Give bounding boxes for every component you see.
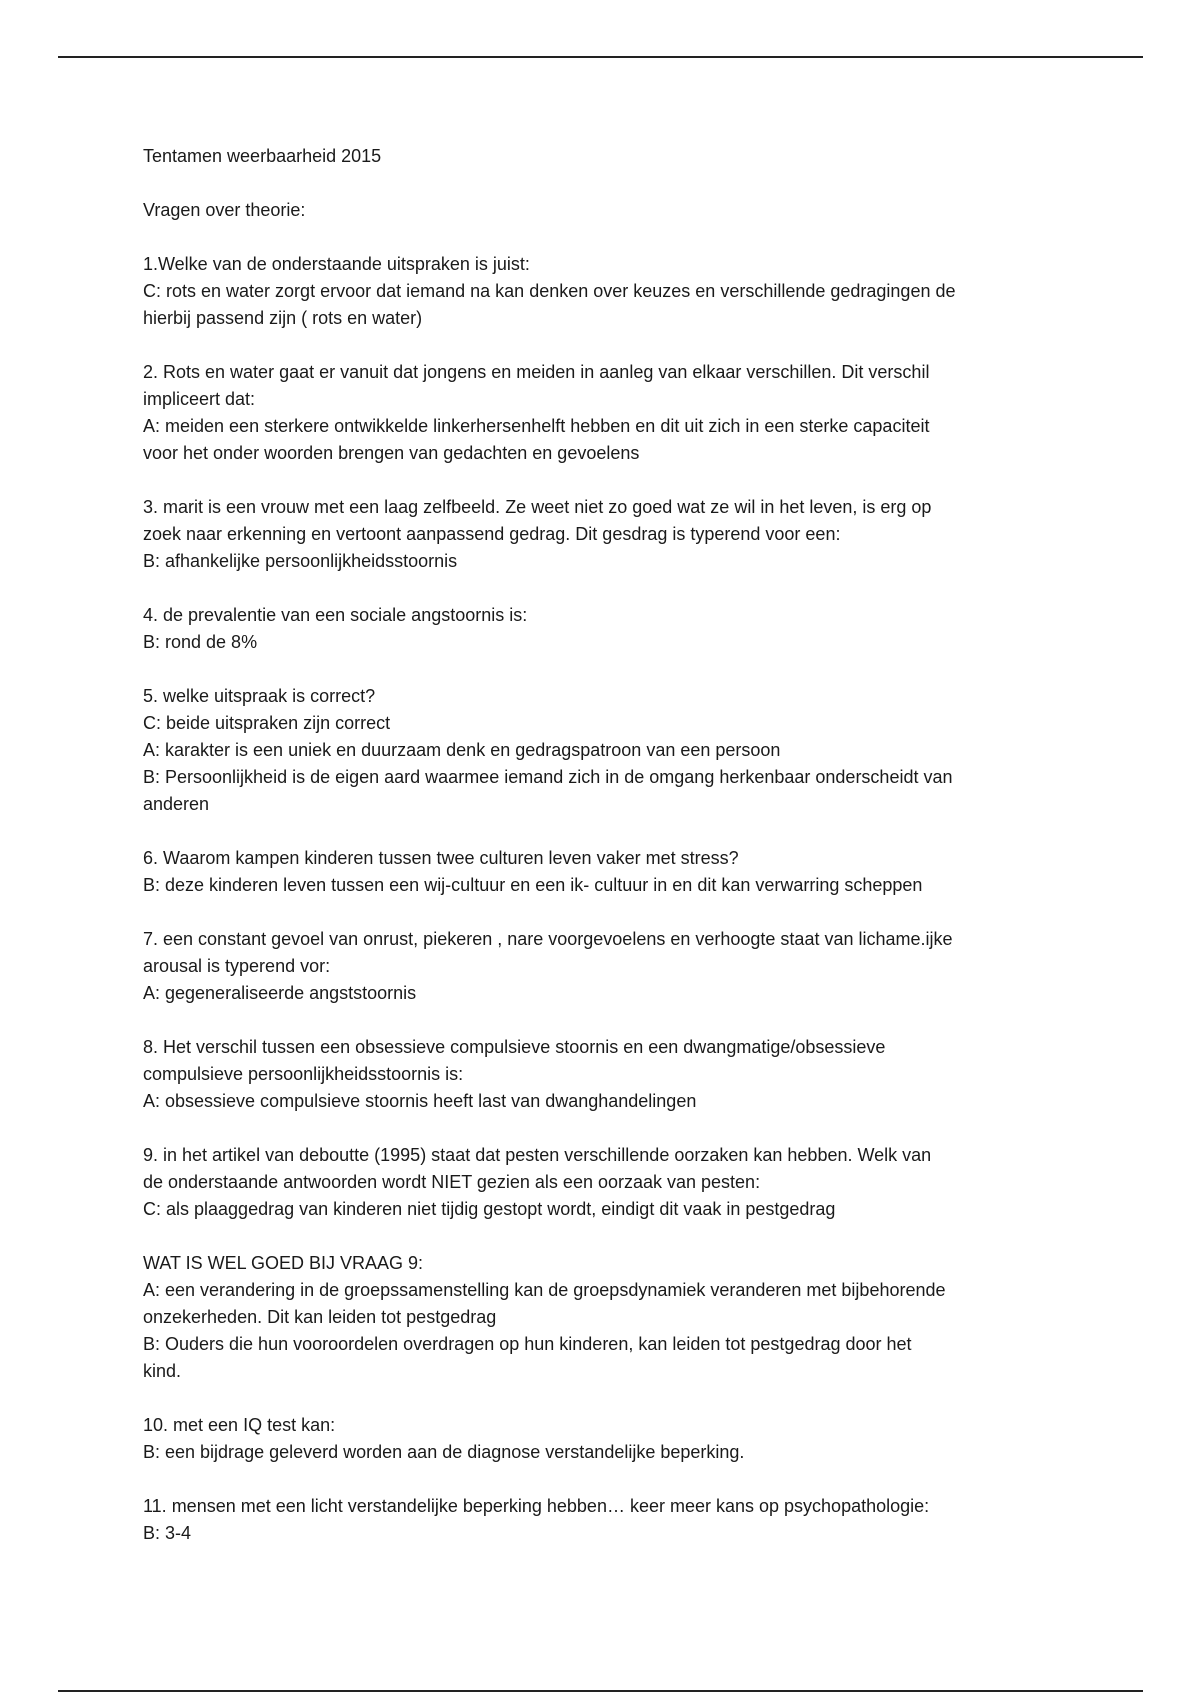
question-block xyxy=(143,926,1063,1007)
question-block xyxy=(143,683,1063,818)
bottom-rule xyxy=(58,1690,1143,1692)
question-text: 1.Welke van de onderstaande uitspraken is juist: xyxy=(143,254,530,274)
question-line: de onderstaande antwoorden wordt NIET gezien als een oorzaak van pesten: xyxy=(143,1172,761,1192)
question-text: 5. welke uitspraak is correct? xyxy=(143,686,376,706)
question-line: B: Persoonlijkheid is de eigen aard waarmee iemand zich in de omgang herkenbaar onderscheidt van xyxy=(143,767,953,787)
question-line: B: een bijdrage geleverd worden aan de diagnose verstandelijke beperking. xyxy=(143,1442,745,1462)
question-text: 2. Rots en water gaat er vanuit dat jongens en meiden in aanleg van elkaar verschillen. Dit verschil xyxy=(143,362,930,382)
question-line: anderen xyxy=(143,794,210,814)
question-line: B: Ouders die hun vooroordelen overdragen op hun kinderen, kan leiden tot pestgedrag door het xyxy=(143,1334,912,1354)
section-heading-block xyxy=(143,197,1063,224)
document-body xyxy=(143,143,1063,1574)
question-block xyxy=(143,359,1063,467)
question-line: A: gegeneraliseerde angststoornis xyxy=(143,983,417,1003)
question-line: B: 3-4 xyxy=(143,1523,192,1543)
document-title-block xyxy=(143,143,1063,170)
question-text: 11. mensen met een licht verstandelijke beperking hebben… keer meer kans op psychopathologie: xyxy=(143,1496,930,1516)
question-list xyxy=(143,251,1063,1547)
question-block xyxy=(143,251,1063,332)
question-line: hierbij passend zijn ( rots en water) xyxy=(143,308,423,328)
question-line: kind. xyxy=(143,1361,182,1381)
top-rule xyxy=(58,56,1143,58)
question-line: A: obsessieve compulsieve stoornis heeft last van dwanghandelingen xyxy=(143,1091,697,1111)
question-line: A: een verandering in de groepssamenstelling kan de groepsdynamiek veranderen met bijbehorende xyxy=(143,1280,946,1300)
question-text: 4. de prevalentie van een sociale angstoornis is: xyxy=(143,605,528,625)
question-line: C: rots en water zorgt ervoor dat iemand na kan denken over keuzes en verschillende gedragingen de xyxy=(143,281,956,301)
question-line: C: als plaaggedrag van kinderen niet tijdig gestopt wordt, eindigt dit vaak in pestgedrag xyxy=(143,1199,836,1219)
question-line: B: afhankelijke persoonlijkheidsstoornis xyxy=(143,551,458,571)
question-block xyxy=(143,602,1063,656)
question-text: 6. Waarom kampen kinderen tussen twee culturen leven vaker met stress? xyxy=(143,848,739,868)
question-text: 9. in het artikel van deboutte (1995) staat dat pesten verschillende oorzaken kan hebben. Welk van xyxy=(143,1145,932,1165)
question-block xyxy=(143,1034,1063,1115)
question-line: zoek naar erkenning en vertoont aanpassend gedrag. Dit gesdrag is typerend voor een: xyxy=(143,524,841,544)
question-text: WAT IS WEL GOED BIJ VRAAG 9: xyxy=(143,1253,424,1273)
question-line: arousal is typerend vor: xyxy=(143,956,331,976)
question-text: 8. Het verschil tussen een obsessieve compulsieve stoornis en een dwangmatige/obsessieve xyxy=(143,1037,886,1057)
question-line: compulsieve persoonlijkheidsstoornis is: xyxy=(143,1064,464,1084)
question-line: C: beide uitspraken zijn correct xyxy=(143,713,391,733)
question-text: 10. met een IQ test kan: xyxy=(143,1415,336,1435)
document-title: Tentamen weerbaarheid 2015 xyxy=(143,146,382,166)
question-block xyxy=(143,1250,1063,1385)
question-line: A: meiden een sterkere ontwikkelde linkerhersenhelft hebben en dit uit zich in een sterke capaciteit xyxy=(143,416,930,436)
question-block xyxy=(143,1493,1063,1547)
question-block xyxy=(143,845,1063,899)
question-block xyxy=(143,1142,1063,1223)
question-line: A: karakter is een uniek en duurzaam denk en gedragspatroon van een persoon xyxy=(143,740,781,760)
question-line: impliceert dat: xyxy=(143,389,256,409)
question-block xyxy=(143,494,1063,575)
question-line: B: rond de 8% xyxy=(143,632,258,652)
section-heading: Vragen over theorie: xyxy=(143,200,306,220)
question-text: 7. een constant gevoel van onrust, piekeren , nare voorgevoelens en verhoogte staat van lichame.ijke xyxy=(143,929,953,949)
question-text: 3. marit is een vrouw met een laag zelfbeeld. Ze weet niet zo goed wat ze wil in het leven, is erg op xyxy=(143,497,932,517)
question-block xyxy=(143,1412,1063,1466)
question-line: voor het onder woorden brengen van gedachten en gevoelens xyxy=(143,443,640,463)
question-line: B: deze kinderen leven tussen een wij-cultuur en een ik- cultuur in en dit kan verwarring scheppen xyxy=(143,875,923,895)
question-line: onzekerheden. Dit kan leiden tot pestgedrag xyxy=(143,1307,497,1327)
